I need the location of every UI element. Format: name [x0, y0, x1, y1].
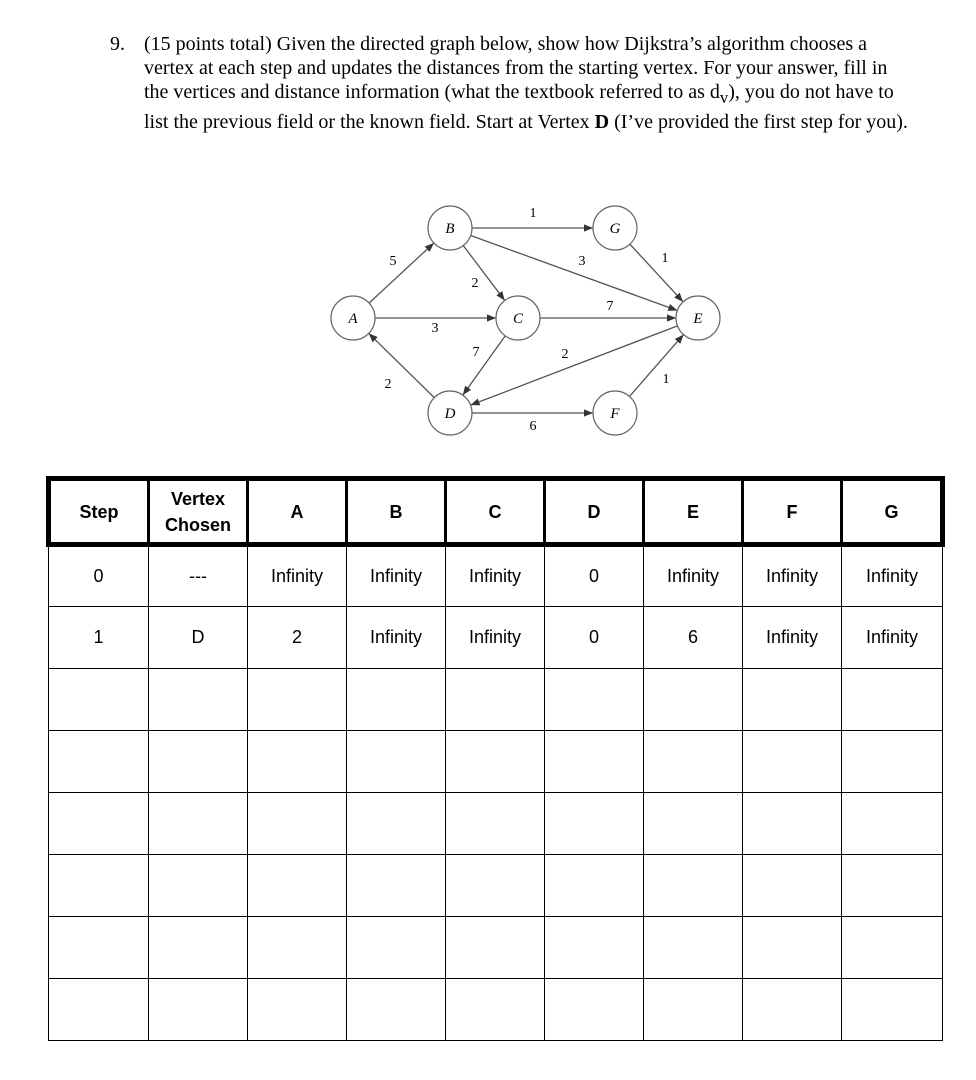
table-cell[interactable]	[149, 917, 248, 979]
edge-e-d	[471, 326, 678, 405]
question-text-part3: (I’ve provided the first step for you).	[609, 111, 908, 133]
table-cell[interactable]	[347, 793, 446, 855]
table-row	[49, 607, 943, 669]
table-cell[interactable]	[545, 731, 644, 793]
table-cell[interactable]	[347, 917, 446, 979]
question-number: 9.	[110, 33, 125, 55]
edge-a-b	[369, 243, 434, 303]
table-cell[interactable]	[842, 731, 943, 793]
header-d: D	[545, 479, 644, 545]
table-cell[interactable]	[644, 917, 743, 979]
edge-d-a	[369, 333, 435, 397]
table-cell[interactable]	[446, 793, 545, 855]
table-cell: 6	[644, 607, 743, 669]
edge-weight-b-c: 2	[471, 276, 479, 291]
table-header-row	[49, 479, 943, 545]
edge-b-c	[463, 246, 504, 301]
edge-weight-e-d: 2	[561, 347, 569, 362]
table-cell[interactable]	[347, 855, 446, 917]
table-cell[interactable]	[743, 917, 842, 979]
table-cell: 0	[49, 545, 149, 607]
edge-weight-b-e: 3	[578, 254, 586, 269]
edge-weight-a-c: 3	[431, 321, 439, 336]
edge-weight-b-g: 1	[529, 206, 537, 221]
edge-c-d	[463, 336, 505, 395]
table-cell[interactable]	[446, 731, 545, 793]
edge-weight-c-d: 7	[472, 345, 480, 360]
table-cell: D	[149, 607, 248, 669]
edge-f-e	[629, 335, 683, 397]
table-row	[49, 917, 943, 979]
table-cell: 2	[248, 607, 347, 669]
table-cell[interactable]	[644, 731, 743, 793]
table-row	[49, 979, 943, 1041]
node-label-f: F	[610, 406, 620, 422]
header-c: C	[446, 479, 545, 545]
table-cell[interactable]	[248, 793, 347, 855]
edge-weight-g-e: 1	[661, 251, 669, 266]
node-label-b: B	[445, 221, 455, 237]
node-label-g: G	[609, 221, 621, 237]
table-cell[interactable]	[49, 793, 149, 855]
header-vertex-chosen: Vertex Chosen	[149, 479, 248, 545]
table-cell[interactable]	[743, 793, 842, 855]
table-cell[interactable]	[248, 979, 347, 1041]
table-cell[interactable]	[842, 855, 943, 917]
table-cell: Infinity	[743, 545, 842, 607]
start-vertex: D	[594, 111, 610, 133]
table-cell[interactable]	[545, 917, 644, 979]
header-step: Step	[49, 479, 149, 545]
node-label-a: A	[348, 311, 358, 327]
table-cell[interactable]	[248, 731, 347, 793]
table-cell[interactable]	[49, 979, 149, 1041]
table-cell[interactable]	[49, 855, 149, 917]
table-cell[interactable]	[842, 979, 943, 1041]
table-row	[49, 731, 943, 793]
table-cell[interactable]	[347, 669, 446, 731]
question-text-part2: ), you do not have to list the previous field or the known field. Start at Vertex	[144, 81, 894, 133]
edge-weight-d-a: 2	[384, 377, 392, 392]
header-e: E	[644, 479, 743, 545]
table-cell[interactable]	[743, 731, 842, 793]
table-cell[interactable]	[446, 979, 545, 1041]
table-cell: 0	[545, 607, 644, 669]
table-cell[interactable]	[743, 855, 842, 917]
table-cell[interactable]	[347, 979, 446, 1041]
table-cell[interactable]	[149, 669, 248, 731]
table-cell: Infinity	[347, 545, 446, 607]
table-cell[interactable]	[149, 979, 248, 1041]
table-cell[interactable]	[545, 855, 644, 917]
table-cell: Infinity	[743, 607, 842, 669]
graph-nodes	[331, 206, 720, 435]
table-cell[interactable]	[842, 917, 943, 979]
table-cell: ---	[149, 545, 248, 607]
table-cell: Infinity	[842, 545, 943, 607]
table-cell[interactable]	[545, 979, 644, 1041]
table-cell[interactable]	[149, 731, 248, 793]
table-cell[interactable]	[842, 793, 943, 855]
directed-graph	[0, 0, 976, 470]
header-g: G	[842, 479, 943, 545]
table-cell[interactable]	[446, 917, 545, 979]
table-cell: Infinity	[347, 607, 446, 669]
table-cell[interactable]	[644, 669, 743, 731]
table-cell[interactable]	[644, 979, 743, 1041]
table-cell[interactable]	[842, 669, 943, 731]
edge-weight-a-b: 5	[389, 254, 397, 269]
table-cell: Infinity	[446, 607, 545, 669]
table-row	[49, 855, 943, 917]
table-cell[interactable]	[743, 979, 842, 1041]
table-cell: 0	[545, 545, 644, 607]
table-cell[interactable]	[446, 669, 545, 731]
header-b: B	[347, 479, 446, 545]
table-cell: Infinity	[644, 545, 743, 607]
edge-g-e	[630, 244, 683, 302]
table-cell: 1	[49, 607, 149, 669]
table-cell[interactable]	[248, 669, 347, 731]
table-cell[interactable]	[644, 855, 743, 917]
table-cell[interactable]	[446, 855, 545, 917]
question-text-part1: (15 points total) Given the directed graph below, show how Dijkstra’s algorithm chooses a vertex at each step and updates the distances from the starting vertex. For your answer, fill in the vertices and distance information (what the textbook referred to as d	[144, 33, 888, 103]
node-label-e: E	[693, 311, 703, 327]
table-cell[interactable]	[49, 731, 149, 793]
table-cell[interactable]	[248, 855, 347, 917]
table-cell[interactable]	[49, 917, 149, 979]
table-cell: Infinity	[842, 607, 943, 669]
table-row	[49, 793, 943, 855]
table-cell[interactable]	[743, 669, 842, 731]
header-f: F	[743, 479, 842, 545]
header-a: A	[248, 479, 347, 545]
table-cell[interactable]	[545, 669, 644, 731]
dijkstra-table	[46, 476, 945, 1041]
table-cell[interactable]	[149, 793, 248, 855]
edge-weight-f-e: 1	[662, 372, 670, 387]
question-subscript: v	[719, 88, 729, 107]
table-cell[interactable]	[347, 731, 446, 793]
table-cell[interactable]	[49, 669, 149, 731]
table-cell[interactable]	[149, 855, 248, 917]
table-cell: Infinity	[248, 545, 347, 607]
edge-weight-d-f: 6	[529, 419, 537, 434]
table-cell[interactable]	[248, 917, 347, 979]
edge-weight-c-e: 7	[606, 299, 614, 314]
table-row	[49, 669, 943, 731]
node-label-d: D	[444, 406, 456, 422]
table-row	[49, 545, 943, 607]
table-cell: Infinity	[446, 545, 545, 607]
table-body	[49, 545, 943, 1041]
edge-b-e	[471, 236, 678, 311]
table-cell[interactable]	[644, 793, 743, 855]
table-cell[interactable]	[545, 793, 644, 855]
node-label-c: C	[512, 311, 524, 327]
